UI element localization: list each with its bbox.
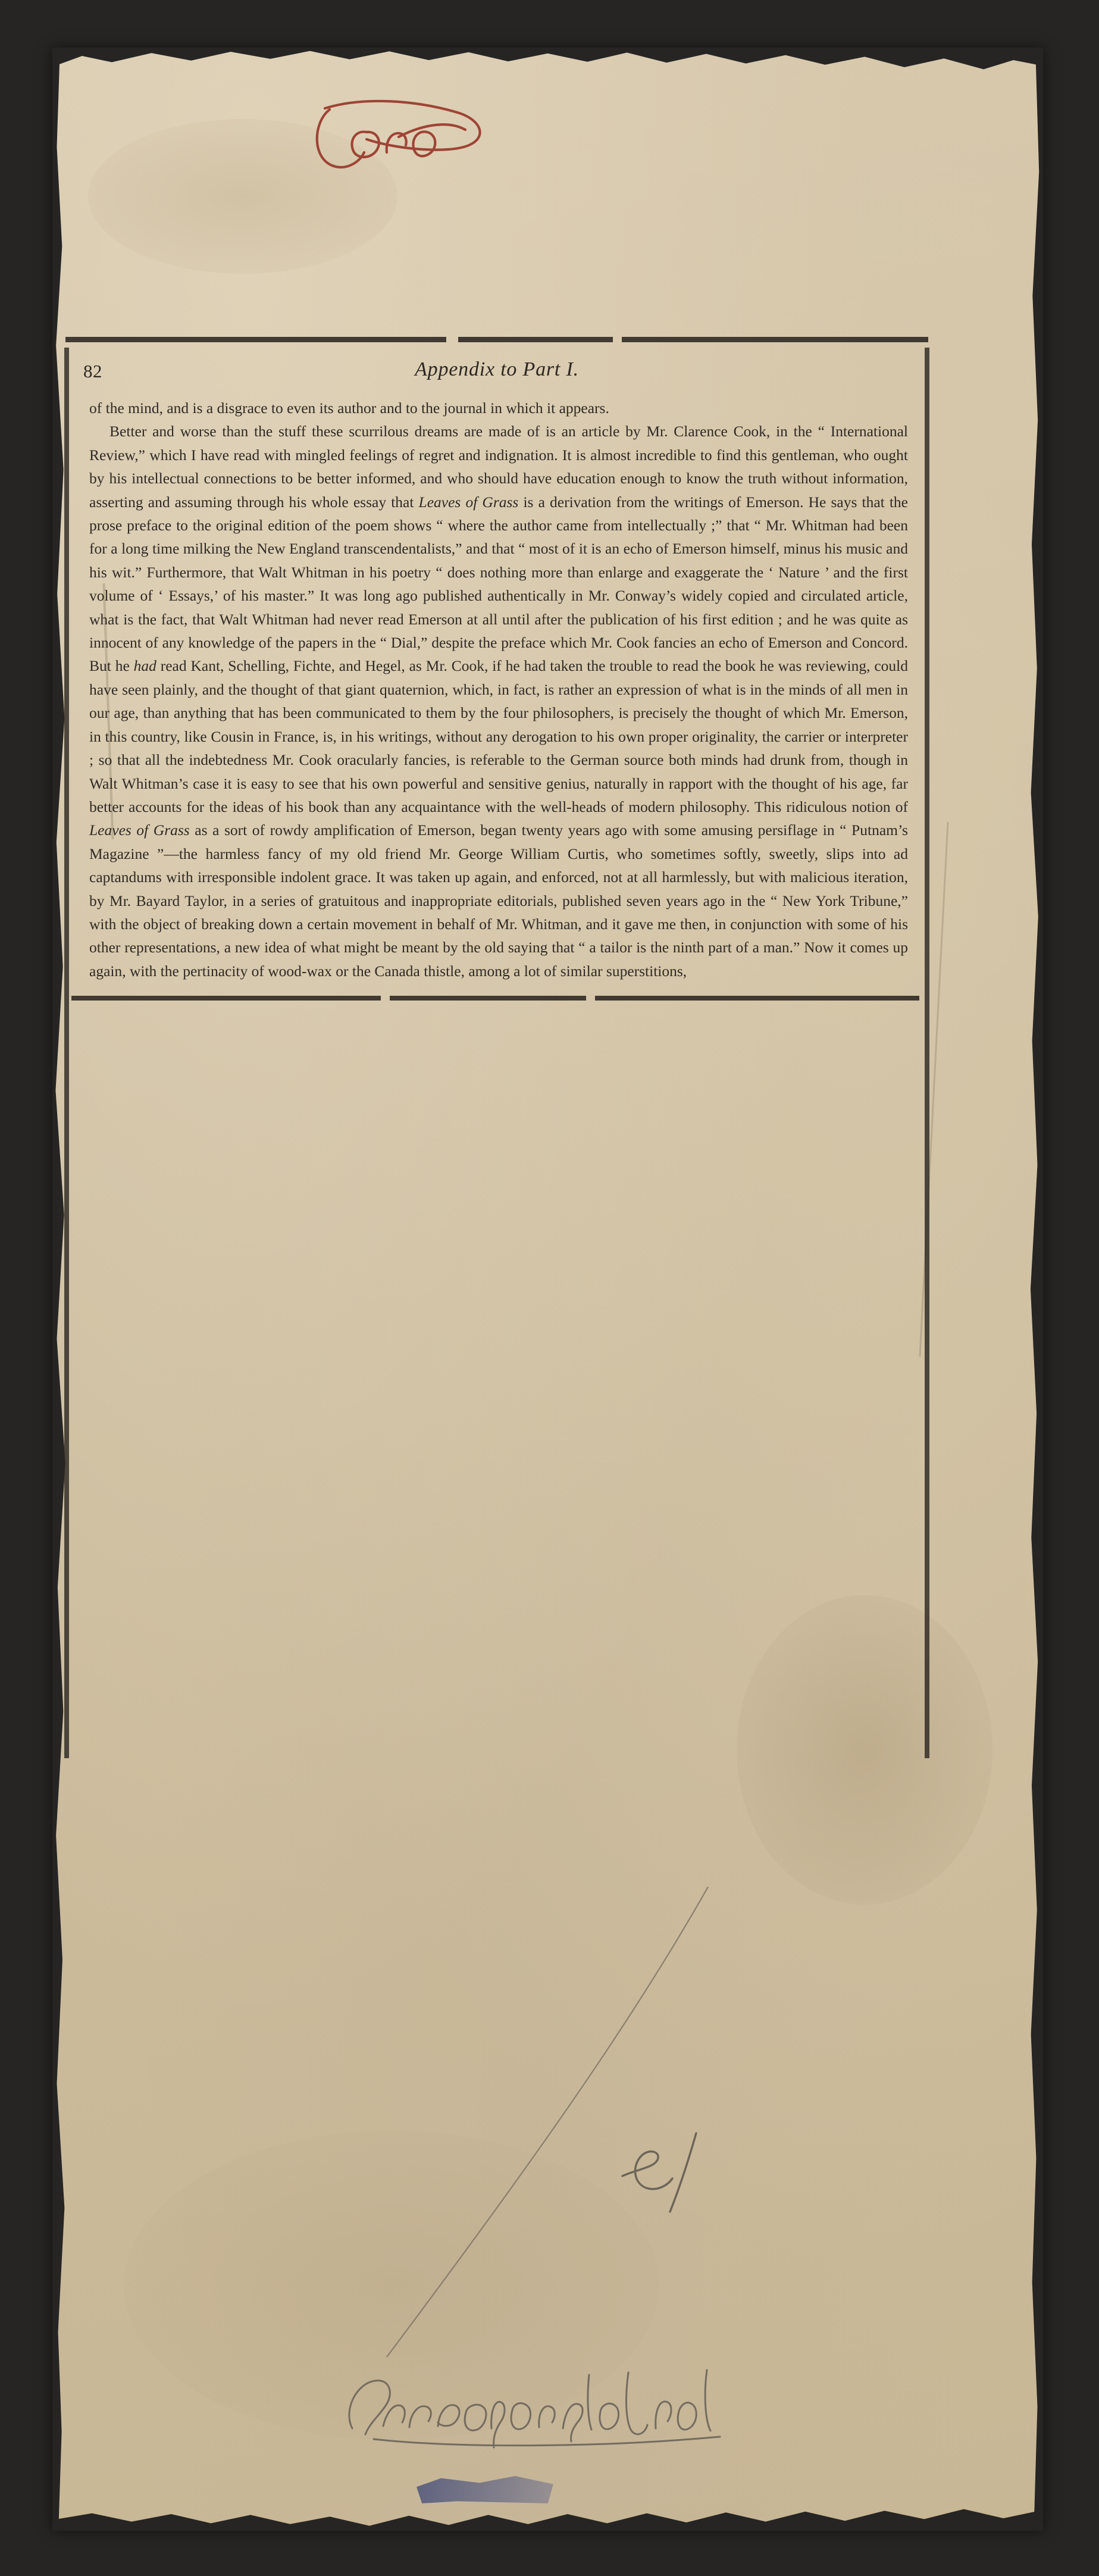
body-text — [89, 396, 908, 983]
printer-rule-right — [925, 348, 929, 1758]
paper-stain-2 — [737, 1595, 992, 1905]
paragraph: Better and worse than the stuff these scurrilous dreams are made of is an article by Mr. Clarence Cook, in the “ International Review,” which I have read with mingled feelings of regret and indignation. It is almost incredible to find this gentleman, who ought by his intellectual connections to be better informed, and who should have education enough to know the truth without information, asserting and assuming through his whole essay that Leaves of Grass is a derivation from the writings of Emerson. He says that the prose preface to the original edition of the poem shows “ where the author came from intellectually ;” that “ Mr. Whitman had been for a long time milking the New England transcendentalists,” and that “ most of it is an echo of Emerson himself, minus his music and his wit.” Furthermore, that Walt Whitman in his poetry “ does nothing more than enlarge and exaggerate the ‘ Nature ’ and the first volume of ‘ Essays,’ of his master.” It was long ago published authentically in Mr. Conway’s widely copied and circulated article, what is the fact, that Walt Whitman had never read Emerson at all until after the publication of his first edition ; and he was quite as innocent of any knowledge of the papers in the “ Dial,” despite the preface which Mr. Cook fancies an echo of Emerson and Concord. But he had read Kant, Schelling, Fichte, and Hegel, as Mr. Cook, if he had taken the trouble to read the book he was reviewing, could have seen plainly, and the thought of that giant quaternion, which, in fact, is rather an expression of what is in the minds of all men in our age, than anything that has been communicated to them by the four philosophers, is precisely the thought of which Mr. Emerson, in this country, like Cousin in France, is, in his writings, without any derogation to his own proper originality, the carrier or interpreter ; so that all the indebtedness Mr. Cook oracularly fancies, is referable to the German source both minds had drunk from, though in Walt Whitman’s case it is easy to see that his own powerful and sensitive genius, naturally in rapport with the thought of his age, far better accounts for the ideas of his book than any acquaintance with the well-heads of modern philosophy. This ridiculous notion of Leaves of Grass as a sort of rowdy amplification of Emerson, began twenty years ago with some amusing persiflage in “ Putnam’s Magazine ”—the harmless fancy of my old friend Mr. George William Curtis, who sometimes softly, sweetly, slips into ad captandums with irresponsible indolent grace. It was taken up again, and enforced, not at all harmlessly, but with malicious iteration, by Mr. Bayard Taylor, in a series of gratuitous and inappropriate editorials, published seven years ago in the “ New York Tribune,” with the object of breaking down a certain movement in behalf of Mr. Whitman, and it gave me then, in conjunction with some of his other representations, a new idea of what might be meant by the old saying that “ a tailor is the ninth part of a man.” Now it comes up again, with the pertinacity of wood-wax or the Canada thistle, among a lot of similar superstitions, — [89, 423, 908, 980]
printer-rule-top — [65, 333, 928, 346]
printed-page-block — [65, 333, 928, 1005]
pencil-mark-e — [607, 2119, 720, 2220]
page-header — [65, 352, 928, 390]
torn-edge-top — [52, 48, 1043, 89]
running-head: Appendix to Part I. — [415, 358, 579, 380]
page-number: 82 — [83, 361, 102, 382]
paragraph: of the mind, and is a disgrace to even its author and to the journal in which it appears. — [89, 399, 609, 417]
printer-rule-left — [64, 348, 69, 1758]
torn-edge-right — [1023, 48, 1043, 2531]
red-ink-annotation — [309, 95, 506, 185]
pencil-annotation-word — [339, 2339, 768, 2464]
printer-rule-bottom — [65, 992, 928, 1005]
